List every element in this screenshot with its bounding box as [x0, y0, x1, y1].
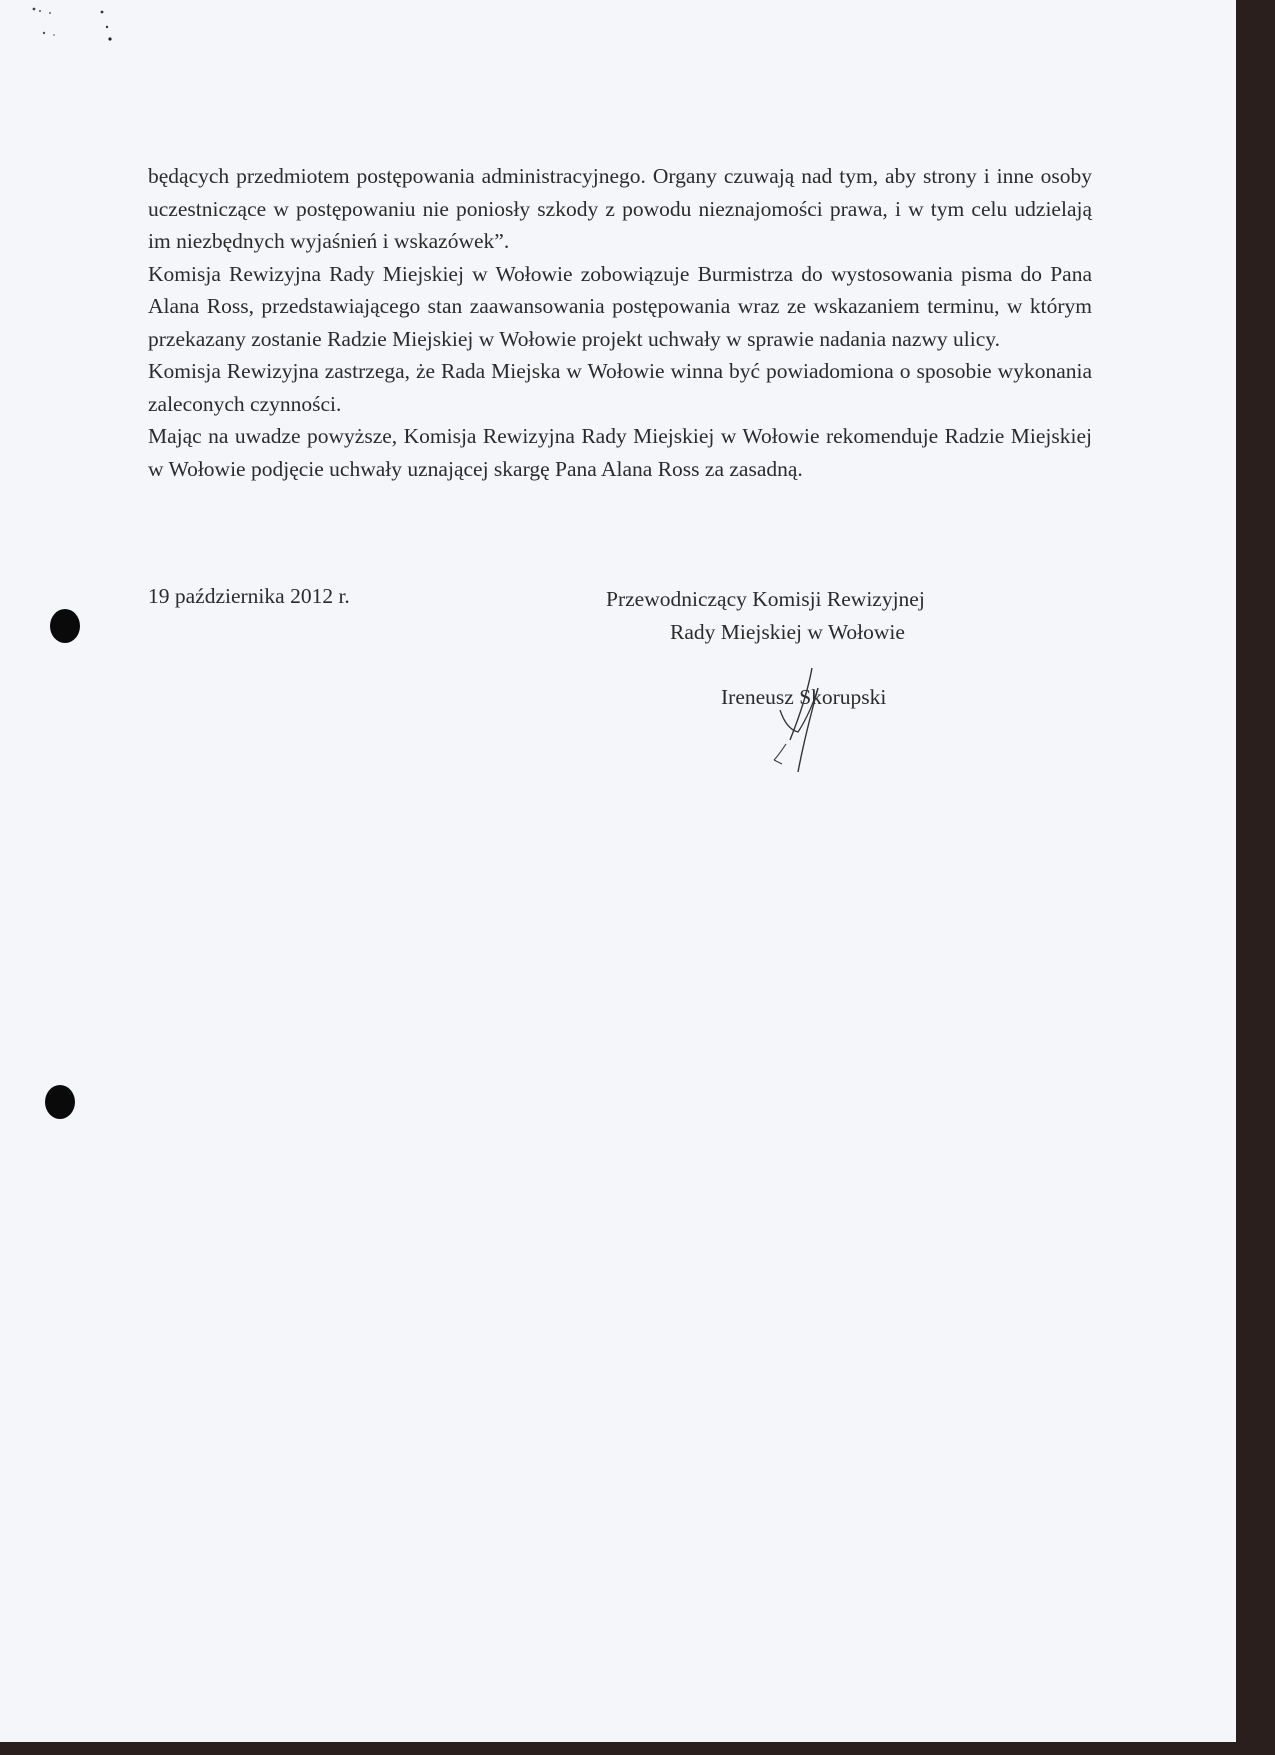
paragraph: Komisja Rewizyjna zastrzega, że Rada Miejska w Wołowie winna być powiadomiona o sposobie wykonania zaleconych czynności.: [148, 359, 1092, 416]
scan-border: [0, 1742, 1275, 1755]
paragraph: będących przedmiotem postępowania administracyjnego. Organy czuwają nad tym, aby strony i inne osoby uczestniczące w postępowaniu nie poniosły szkody z powodu nieznajomości prawa, i w tym celu udzielają im niezbędnych wyjaśnień i wskazówek”.: [148, 164, 1092, 253]
signatory-name: Ireneusz Skorupski: [721, 685, 887, 709]
document-date: 19 października 2012 r.: [148, 584, 350, 608]
scan-border: [1236, 0, 1275, 1755]
punch-hole: [45, 1085, 75, 1119]
signatory-title: Rady Miejskiej w Wołowie: [670, 620, 905, 644]
scan-specks: [28, 5, 128, 45]
paragraph: Mając na uwadze powyższe, Komisja Rewizyjna Rady Miejskiej w Wołowie rekomenduje Radzie Miejskiej w Wołowie podjęcie uchwały uznającej skargę Pana Alana Ross za zasadną.: [148, 424, 1092, 481]
handwritten-signature: [760, 660, 850, 780]
punch-hole: [50, 609, 80, 643]
paragraph: Komisja Rewizyjna Rady Miejskiej w Wołowie zobowiązuje Burmistrza do wystosowania pisma do Pana Alana Ross, przedstawiającego stan zaawansowania postępowania wraz ze wskazaniem terminu, w którym przekazany zostanie Radzie Miejskiej w Wołowie projekt uchwały w sprawie nadania nazwy ulicy.: [148, 261, 1092, 351]
signatory-title: Przewodniczący Komisji Rewizyjnej: [606, 587, 925, 611]
body-text: [148, 160, 1092, 485]
